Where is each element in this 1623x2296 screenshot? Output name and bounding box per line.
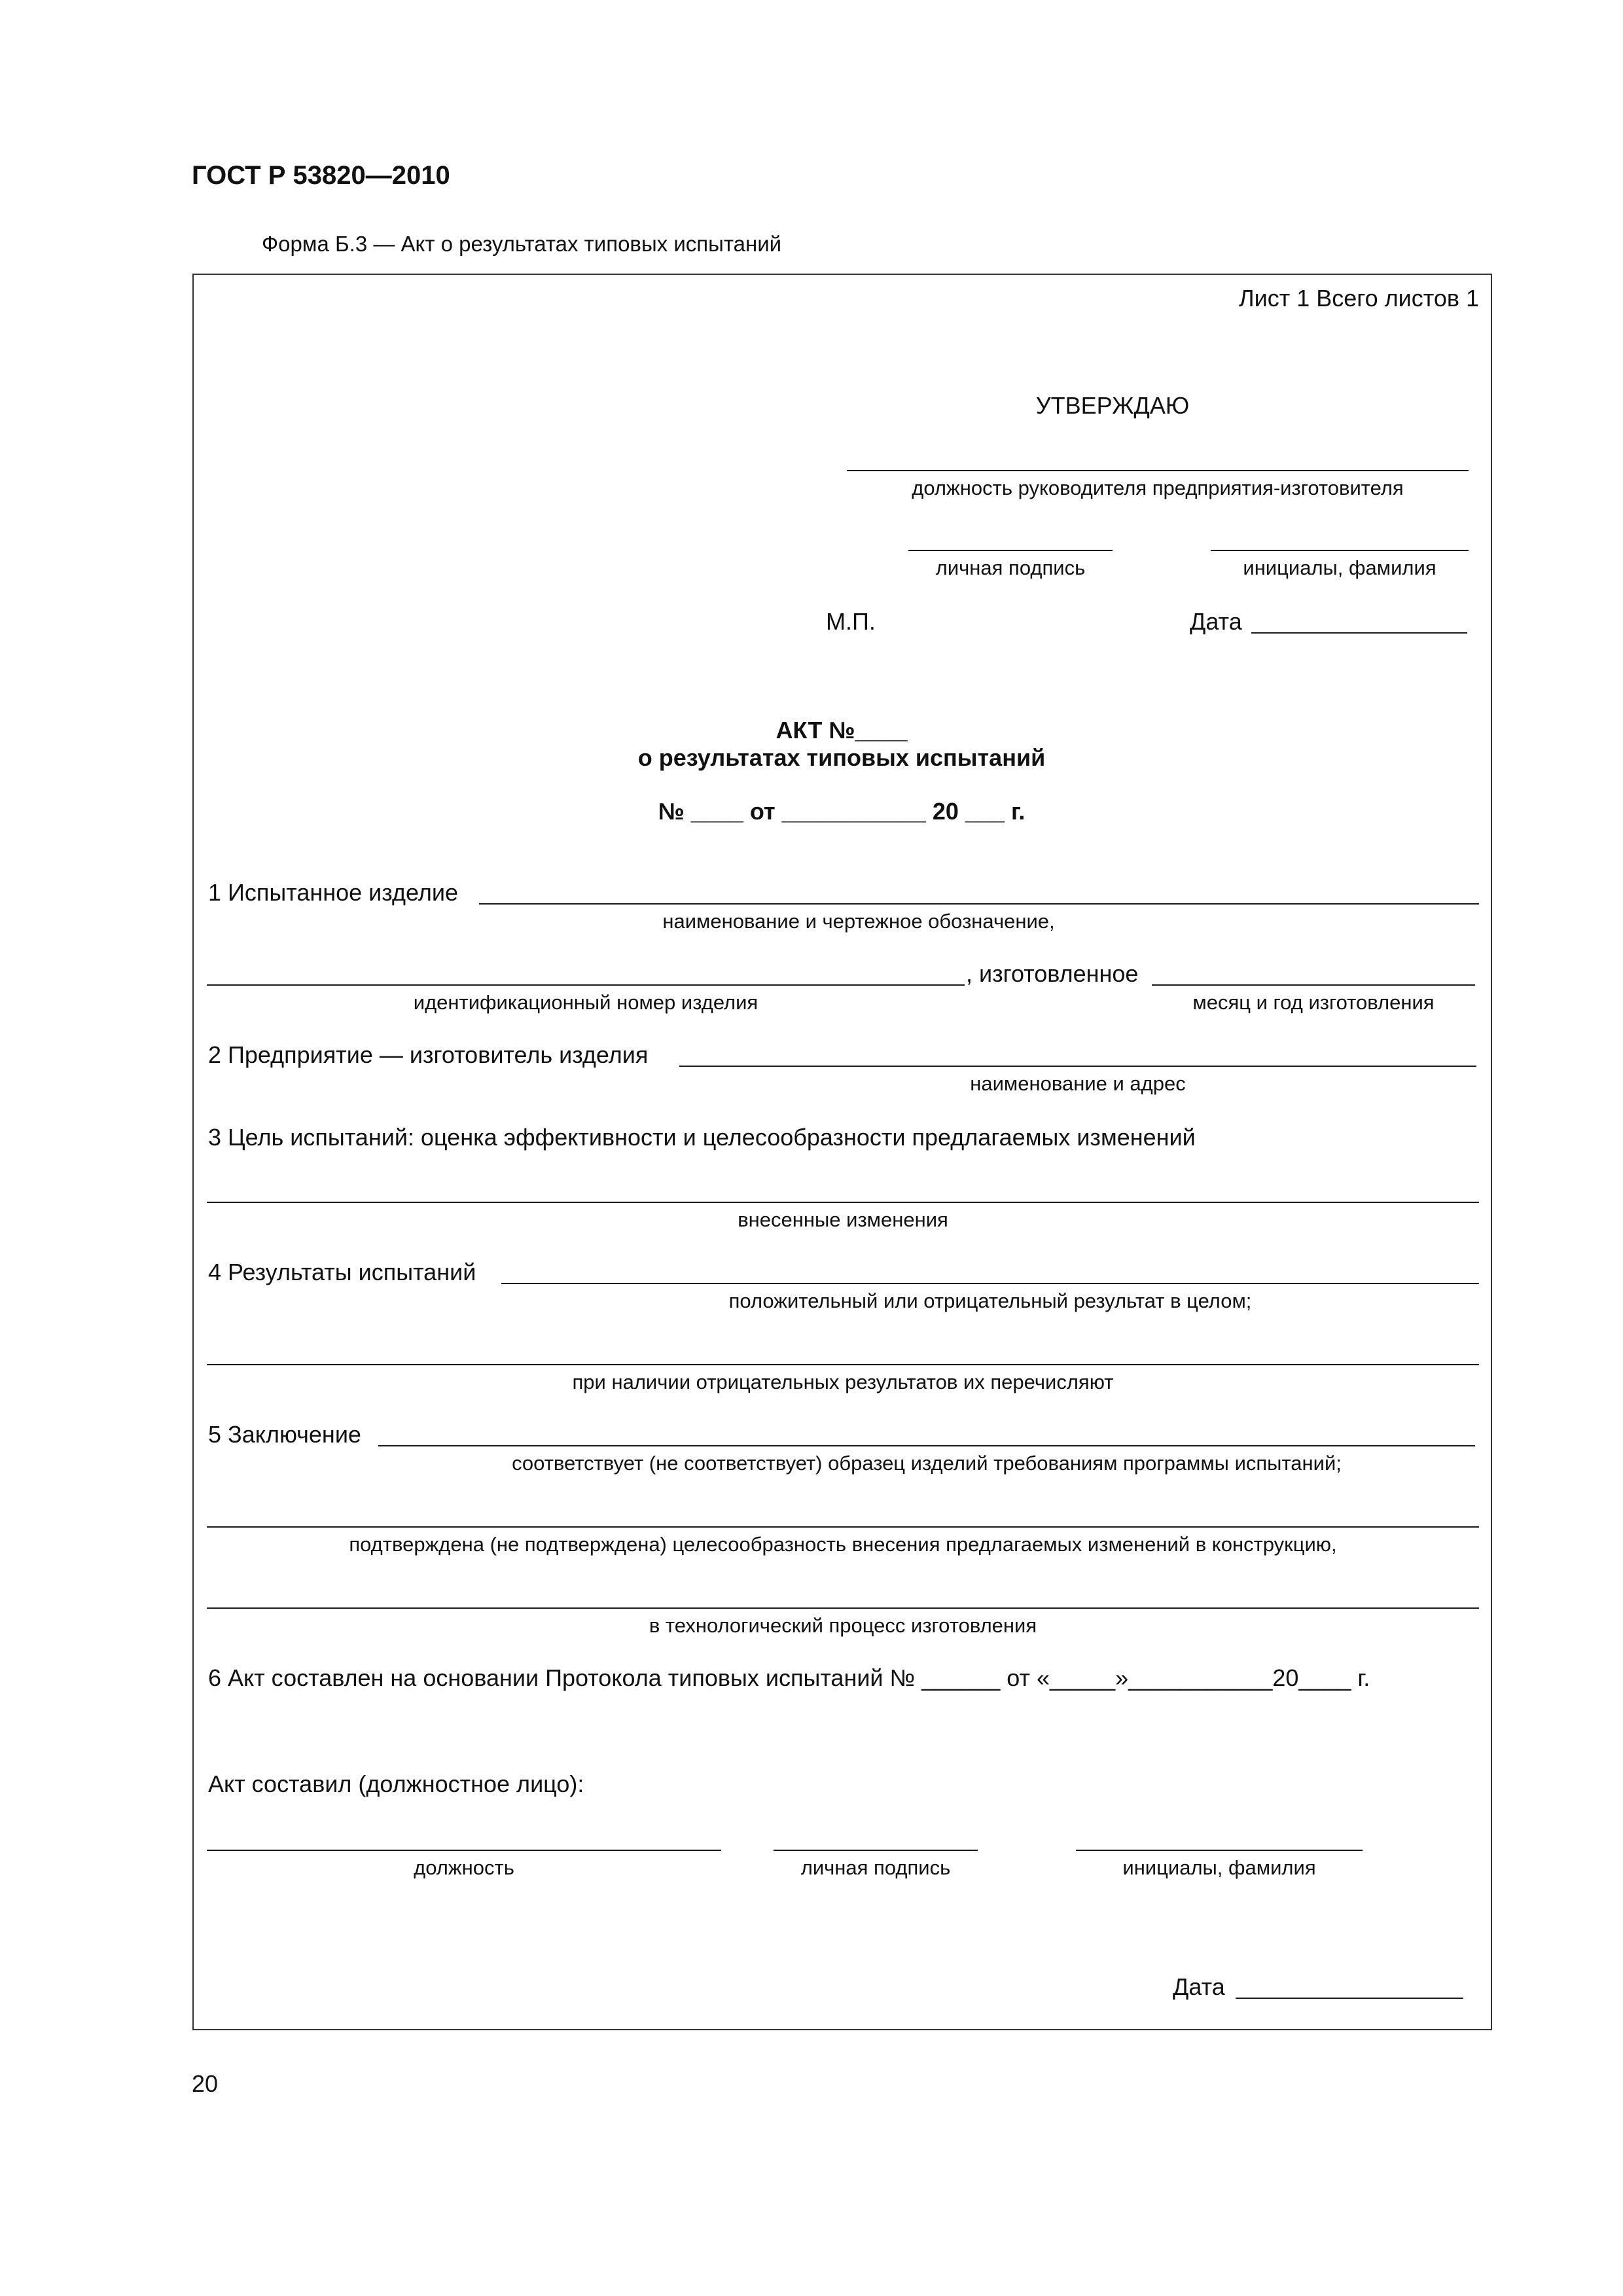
compiler-label: Акт составил (должностное лицо): bbox=[208, 1770, 584, 1797]
item4-line2 bbox=[207, 1364, 1479, 1365]
approval-heading: УТВЕРЖДАЮ bbox=[1035, 392, 1190, 419]
compiler-signature-caption: личная подпись bbox=[800, 1856, 951, 1879]
item3-caption: внесенные изменения bbox=[738, 1208, 948, 1231]
item4-caption1: положительный или отрицательный результат в целом; bbox=[728, 1289, 1252, 1312]
approval-name-line bbox=[1211, 550, 1469, 551]
item4-line bbox=[501, 1283, 1479, 1284]
approval-date-line bbox=[1251, 632, 1467, 634]
item5-label: 5 Заключение bbox=[208, 1421, 361, 1448]
item1-label: 1 Испытанное изделие bbox=[208, 879, 458, 906]
item1-caption: наименование и чертежное обозначение, bbox=[662, 910, 1055, 933]
position-line bbox=[847, 470, 1469, 471]
approval-date-label: Дата bbox=[1190, 608, 1242, 635]
item1-made-label: , изготовленное bbox=[966, 960, 1139, 987]
item5-line2 bbox=[207, 1526, 1479, 1528]
form-frame bbox=[192, 274, 1492, 2030]
compiler-signature-line bbox=[774, 1850, 978, 1851]
item1-date-caption: месяц и год изготовления bbox=[1192, 991, 1435, 1014]
item3-line bbox=[207, 1202, 1479, 1203]
compiler-date-line bbox=[1236, 1998, 1463, 1999]
item1-id-line bbox=[207, 984, 965, 986]
item5-caption1: соответствует (не соответствует) образец изделий требованиям программы испытаний; bbox=[512, 1452, 1342, 1475]
act-title: АКТ №____ bbox=[776, 717, 908, 744]
approval-name-caption: инициалы, фамилия bbox=[1243, 556, 1436, 579]
form-title: Форма Б.3 — Акт о результатах типовых испытаний bbox=[262, 232, 782, 256]
standard-header: ГОСТ Р 53820—2010 bbox=[192, 161, 450, 190]
compiler-date-label: Дата bbox=[1173, 1973, 1225, 2000]
act-subtitle: о результатах типовых испытаний bbox=[637, 744, 1046, 771]
item2-line bbox=[679, 1066, 1476, 1067]
compiler-position-caption: должность bbox=[414, 1856, 514, 1879]
compiler-name-caption: инициалы, фамилия bbox=[1122, 1856, 1316, 1879]
item5-caption2: подтверждена (не подтверждена) целесообразность внесения предлагаемых изменений в конструкцию, bbox=[349, 1533, 1337, 1556]
position-caption: должность руководителя предприятия-изготовителя bbox=[912, 476, 1404, 499]
item1-id-caption: идентификационный номер изделия bbox=[413, 991, 758, 1014]
item2-label: 2 Предприятие — изготовитель изделия bbox=[208, 1041, 649, 1068]
page-number: 20 bbox=[192, 2070, 219, 2097]
compiler-name-line bbox=[1076, 1850, 1363, 1851]
compiler-position-line bbox=[207, 1850, 721, 1851]
item5-caption3: в технологический процесс изготовления bbox=[649, 1614, 1037, 1637]
approval-signature-caption: личная подпись bbox=[935, 556, 1086, 579]
item5-line3 bbox=[207, 1607, 1479, 1609]
act-number-line: № ____ от ___________ 20 ___ г. bbox=[658, 798, 1026, 825]
seal-label: М.П. bbox=[826, 608, 876, 635]
item6-label: 6 Акт составлен на основании Протокола типовых испытаний № ______ от «_____»___________20____ г. bbox=[208, 1664, 1370, 1691]
item3-label: 3 Цель испытаний: оценка эффективности и целесообразности предлагаемых изменений bbox=[208, 1124, 1196, 1151]
item4-caption2: при наличии отрицательных результатов их перечисляют bbox=[572, 1371, 1114, 1393]
sheet-info: Лист 1 Всего листов 1 bbox=[1238, 285, 1479, 312]
approval-signature-line bbox=[908, 550, 1113, 551]
item1-date-line bbox=[1152, 984, 1475, 986]
item2-caption: наименование и адрес bbox=[970, 1072, 1186, 1095]
item1-line bbox=[479, 903, 1479, 905]
item4-label: 4 Результаты испытаний bbox=[208, 1259, 476, 1285]
item5-line bbox=[378, 1445, 1475, 1446]
